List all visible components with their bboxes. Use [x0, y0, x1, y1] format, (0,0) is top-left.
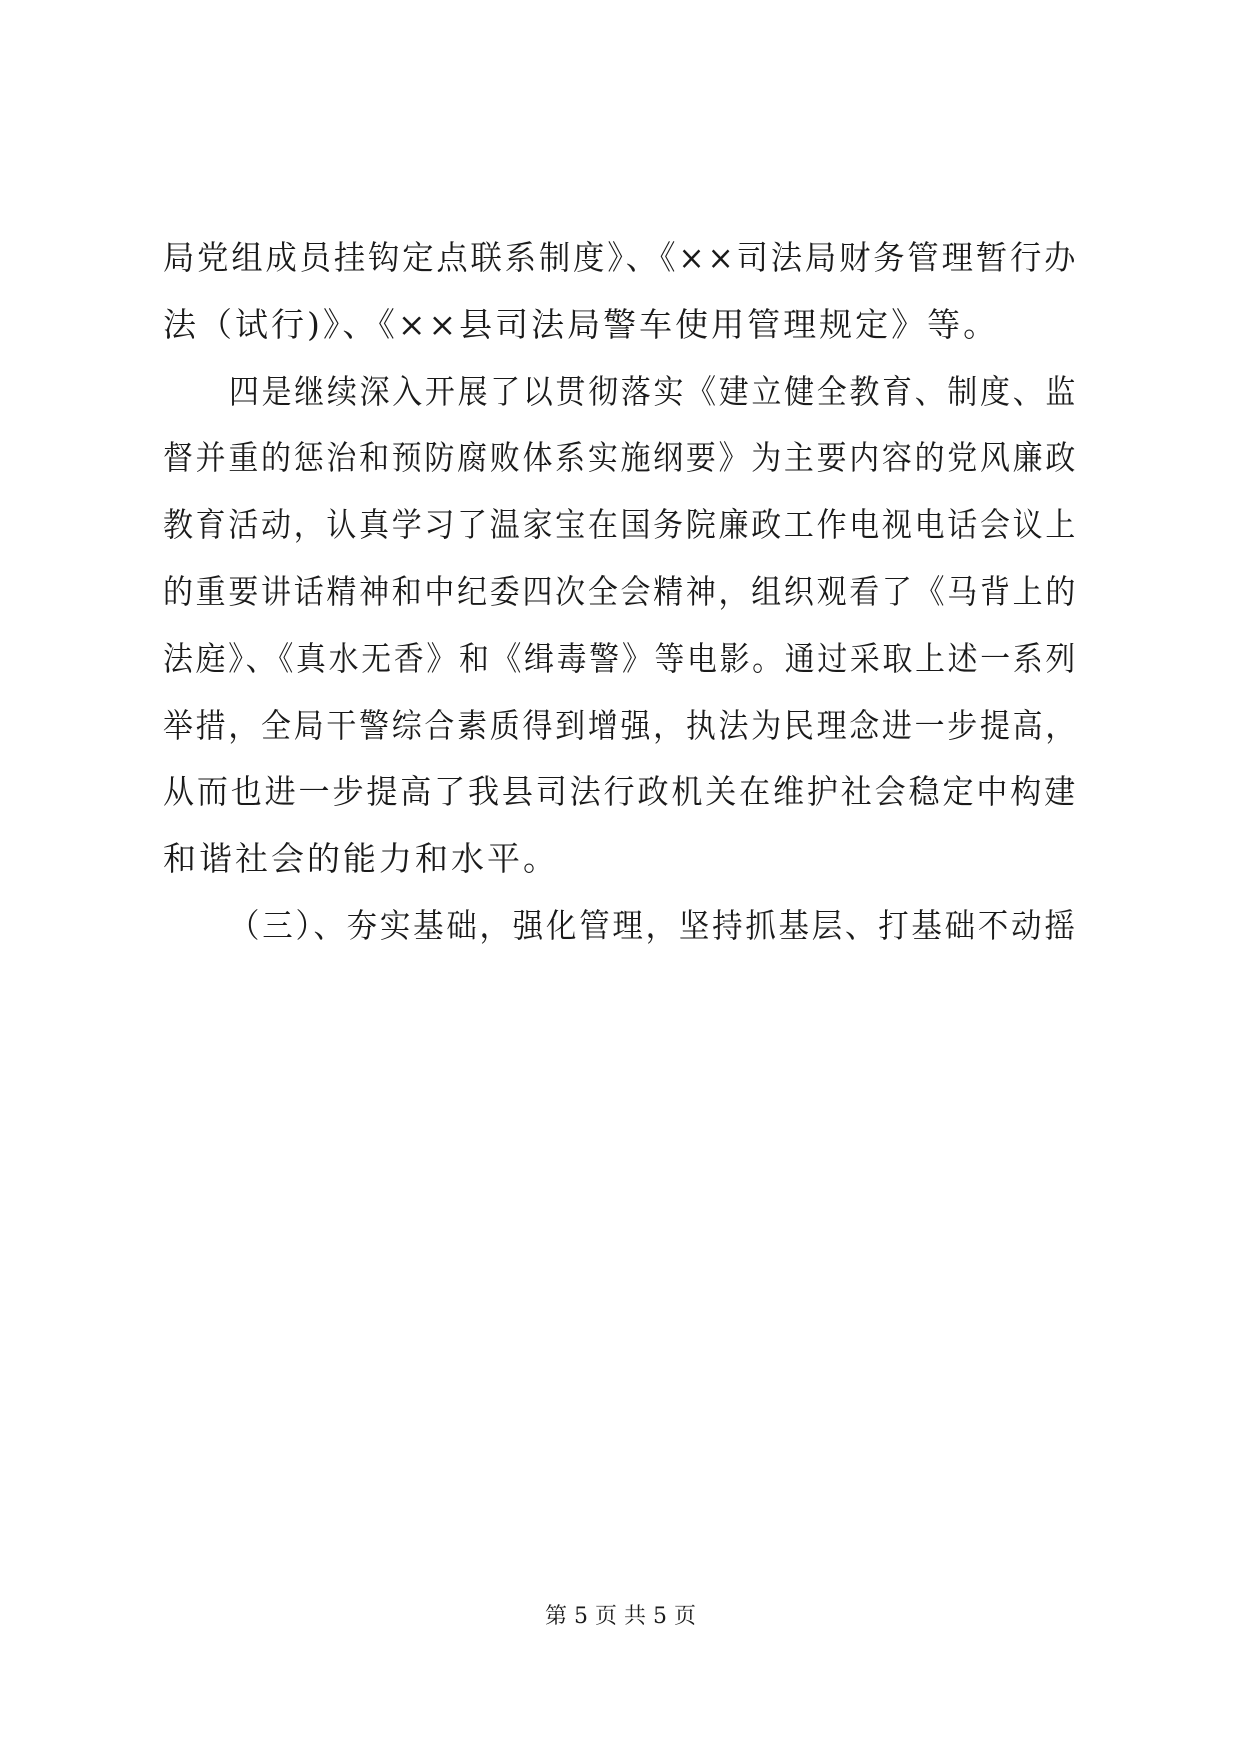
page-number-footer: 第 5 页 共 5 页 [545, 1604, 696, 1629]
body-text-line: 局党组成员挂钩定点联系制度》、《××司法局财务管理暂行办 [163, 238, 1079, 277]
paragraph-start-line: 四是继续深入开展了以贯彻落实《建立健全教育、制度、监 [229, 372, 1078, 411]
body-text-line: 和谐社会的能力和水平。 [163, 839, 559, 878]
body-text-line: 的重要讲话精神和中纪委四次全会精神，组织观看了《马背上的 [163, 572, 1078, 611]
body-text-line: 督并重的惩治和预防腐败体系实施纲要》为主要内容的党风廉政 [163, 438, 1078, 477]
section-heading: （三）、夯实基础，强化管理，坚持抓基层、打基础不动摇 [229, 906, 1078, 945]
body-text-line: 举措，全局干警综合素质得到增强，执法为民理念进一步提高， [163, 706, 1078, 745]
body-text-line: 教育活动，认真学习了温家宝在国务院廉政工作电视电话会议上 [163, 505, 1078, 544]
body-text-line: 法（试行)》、《××县司法局警车使用管理规定》等。 [163, 305, 1000, 344]
body-text-line: 法庭》、《真水无香》和《缉毒警》等电影。通过采取上述一系列 [163, 639, 1078, 678]
body-text-line: 从而也进一步提高了我县司法行政机关在维护社会稳定中构建 [163, 772, 1078, 811]
